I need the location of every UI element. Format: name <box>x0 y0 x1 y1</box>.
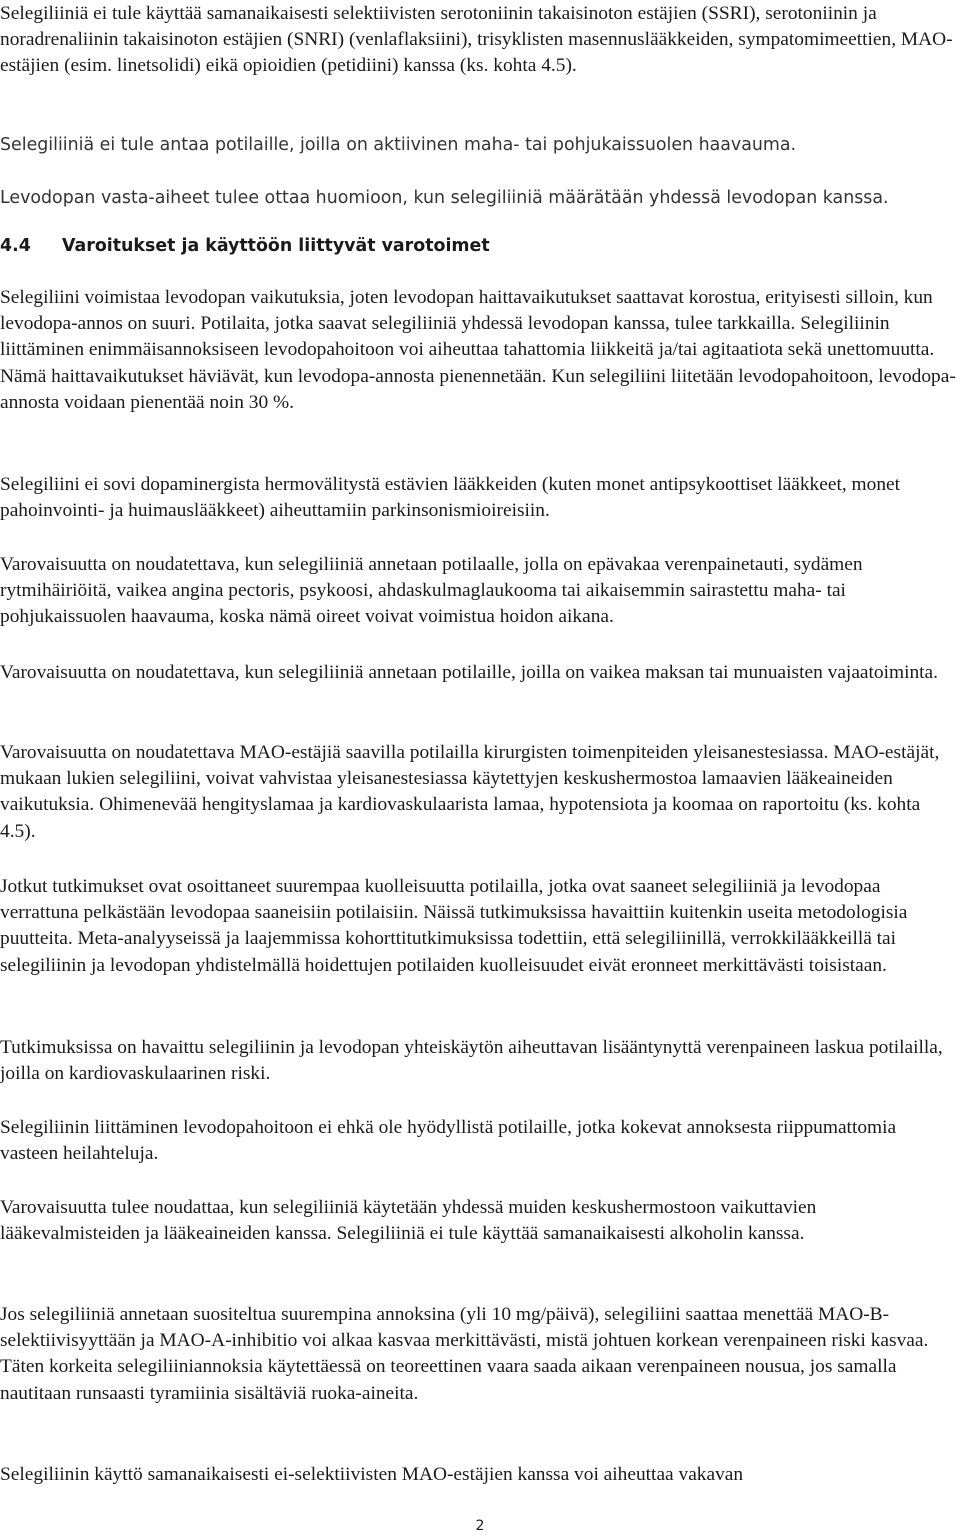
section-number: 4.4 <box>0 236 31 256</box>
paragraph-nonselective-mao: Selegiliinin käyttö samanaikaisesti ei-selektiivisten MAO-estäjien kanssa voi aiheuttaa vakavan <box>0 1464 744 1485</box>
paragraph-caution-cardiovascular: Varovaisuutta on noudatettava, kun selegiliiniä annetaan potilaalle, jolla on epävakaa verenpainetauti, sydämen rytmihäiriöitä, vaikea angina pectoris, psykoosi, ahdaskulmaglaukooma tai aikaisemmin sairastettu maha- tai pohjukaissuolen haavauma, koska nämä oireet voivat voimistua hoidon aikana. <box>0 554 863 628</box>
paragraph-caution-hepatic-renal: Varovaisuutta on noudatettava, kun selegiliiniä annetaan potilaille, joilla on vaikea maksan tai munuaisten vajaatoiminta. <box>0 662 939 683</box>
paragraph-mortality-studies: Jotkut tutkimukset ovat osoittaneet suurempaa kuolleisuutta potilailla, jotka ovat saaneet selegiliiniä ja levodopaa verrattuna pelkästään levodopaa saaneisiin potilaisiin. Näissä tutkimuksissa havaittiin kuitenkin useita metodologisia puutteita. Meta-analyyseissä ja laajemmissa kohorttitutkimuksissa todettiin, että selegiliinillä, verrokkilääkkeillä tai selegiliinin ja levodopan yhdistelmällä hoidettujen potilaiden kuolleisuudet eivät eronneet merkittävästi toisistaan. <box>0 876 908 976</box>
paragraph-high-dose-tyramine: Jos selegiliiniä annetaan suositeltua suurempina annoksina (yli 10 mg/päivä), selegiliini saattaa menettää MAO-B-selektiivisyyttään ja MAO-A-inhibitio voi alkaa kasvaa merkittävästi, mistä johtuen korkean verenpaineen riski kasvaa. Täten korkeita selegiliiniannoksia käytettäessä on teoreettinen vaara saada aikaan verenpaineen nousua, jos samalla nautitaan runsaasti tyramiinia sisältäviä ruoka-aineita. <box>0 1304 929 1404</box>
paragraph-levodopa-potentiation: Selegiliini voimistaa levodopan vaikutuksia, joten levodopan haittavaikutukset saattavat korostua, erityisesti silloin, kun levodopa-annos on suuri. Potilaita, jotka saavat selegiliiniä yhdessä levodopan kanssa, tulee tarkkailla. Selegiliinin liittäminen enimmäisannoksiseen levodopahoitoon voi aiheuttaa tahattomia liikkeitä ja/tai agitaatiota sekä unettomuutta. Nämä haittavaikutukset häviävät, kun levodopa-annosta pienennetään. Kun selegiliini liitetään levodopahoitoon, levodopa-annosta voidaan pienentää noin 30 %. <box>0 287 956 413</box>
section-title: Varoitukset ja käyttöön liittyvät varotoimet <box>62 236 490 256</box>
paragraph-parkinsonism: Selegiliini ei sovi dopaminergista hermovälitystä estävien lääkkeiden (kuten monet antipsykoottiset lääkkeet, monet pahoinvointi- ja huimauslääkkeet) aiheuttamiin parkinsonismioireisiin. <box>0 474 901 522</box>
paragraph-blood-pressure-decrease: Tutkimuksissa on havaittu selegiliinin ja levodopan yhteiskäytön aiheuttavan lisääntynyttä verenpaineen laskua potilailla, joilla on kardiovaskulaarinen riski. <box>0 1037 943 1085</box>
paragraph-cns-alcohol: Varovaisuutta tulee noudattaa, kun selegiliiniä käytetään yhdessä muiden keskushermostoon vaikuttavien lääkevalmisteiden ja lääkeaineiden kanssa. Selegiliiniä ei tule käyttää samanaikaisesti alkoholin kanssa. <box>0 1197 817 1245</box>
paragraph-levodopa-contraindications: Levodopan vasta-aiheet tulee ottaa huomioon, kun selegiliiniä määrätään yhdessä levodopan kanssa. <box>0 188 889 208</box>
paragraph-response-fluctuations: Selegiliinin liittäminen levodopahoitoon ei ehkä ole hyödyllistä potilaille, jotka kokevat annoksesta riippumattomia vasteen heilahteluja. <box>0 1117 897 1165</box>
section-heading <box>0 233 490 259</box>
paragraph-peptic-ulcer: Selegiliiniä ei tule antaa potilaille, joilla on aktiivinen maha- tai pohjukaissuolen haavauma. <box>0 135 797 155</box>
paragraph-ssri-contraindication: Selegiliiniä ei tule käyttää samanaikaisesti selektiivisten serotoniinin takaisinoton estäjien (SSRI), serotoniinin ja noradrenaliinin takaisinoton estäjien (SNRI) (venlaflaksiini), trisyklisten masennuslääkkeiden, sympatomimeettien, MAO-estäjien (esim. linetsolidi) eikä opioidien (petidiini) kanssa (ks. kohta 4.5). <box>0 3 953 77</box>
paragraph-anesthesia: Varovaisuutta on noudatettava MAO-estäjiä saavilla potilailla kirurgisten toimenpiteiden yleisanestesiassa. MAO-estäjät, mukaan lukien selegiliini, voivat vahvistaa yleisanestesiassa käytettyjen keskushermostoa lamaavien lääkeaineiden vaikutuksia. Ohimenevää hengityslamaa ja kardiovaskulaarista lamaa, hypotensiota ja koomaa on raportoitu (ks. kohta 4.5). <box>0 742 940 842</box>
page-number: 2 <box>475 1518 485 1534</box>
